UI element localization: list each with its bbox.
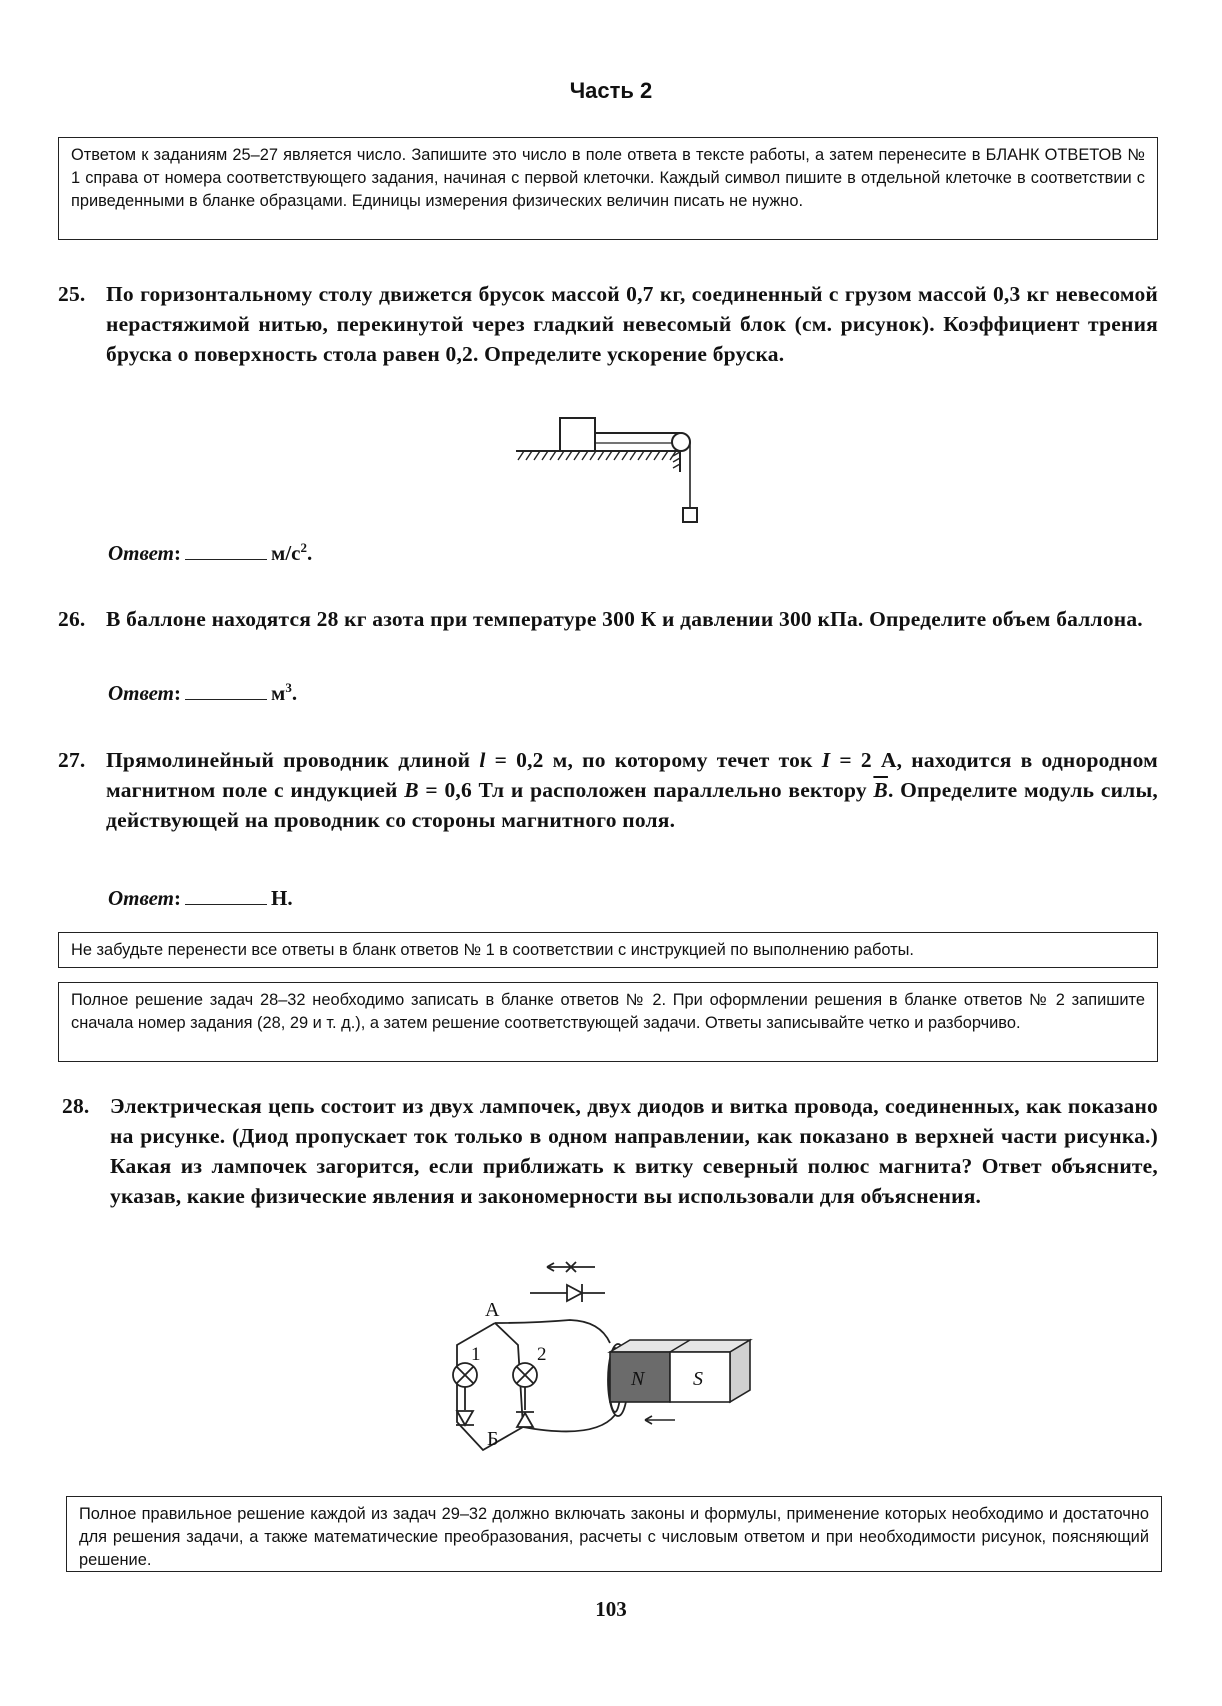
instructions-box-requirements: Полное правильное решение каждой из задач 29–32 должно включать законы и формулы, применение которых необходимо и достаточно для решения задачи, а также математические преобразования, расчеты с числовым ответом и при необходимости рисунок, поясняющий решение. <box>66 1496 1162 1572</box>
answer-unit-end: . <box>291 681 298 705</box>
task-text: В баллоне находятся 28 кг азота при температуре 300 К и давлении 300 кПа. Определите объем баллона. <box>106 607 1143 631</box>
task-number: 26. <box>58 607 86 631</box>
answer-26: Ответ: $м^3$. <box>108 680 298 705</box>
answer-blank[interactable] <box>185 541 267 560</box>
reminder-box: Не забудьте перенести все ответы в бланк ответов № 1 в соответствии с инструкцией по выполнению работы. <box>58 932 1158 968</box>
circuit-figure <box>435 1255 795 1455</box>
block <box>560 418 595 451</box>
answer-label: Ответ <box>108 681 175 705</box>
task-number: 27. <box>58 748 86 772</box>
task-text-part: Прямолинейный проводник длиной <box>106 748 480 772</box>
diode-legend-icon <box>567 1285 582 1301</box>
task-text <box>106 745 1158 835</box>
answer-unit: м <box>271 681 286 705</box>
page-number: 103 <box>595 1597 627 1621</box>
task-number: 25. <box>58 282 86 306</box>
label-magnet-s: S <box>693 1368 703 1390</box>
hanging-weight <box>683 508 697 522</box>
answer-unit: м/с <box>271 541 301 565</box>
variable-b: B <box>404 778 419 802</box>
table-surface <box>516 451 680 472</box>
label-magnet-n: N <box>631 1368 645 1390</box>
task-text: По горизонтальному столу движется брусок массой 0,7 кг, соединенный с грузом массой 0,3 кг невесомой нерастяжимой нитью, перекинутой через гладкий невесомый блок (см. рисунок). Коэффициент трения бруска о поверхность стола равен 0,2. Определите ускорение бруска. <box>106 282 1158 366</box>
answer-label: Ответ <box>108 541 175 565</box>
task-text-part: = 0,6 Тл и расположен параллельно вектору <box>418 778 874 802</box>
magnet-side-face <box>730 1340 750 1402</box>
answer-label: Ответ <box>108 886 175 910</box>
label-point-a: А <box>485 1299 500 1321</box>
task-text-part: . Определите модуль силы, действующей на проводник со стороны магнитного поля. <box>106 778 1159 832</box>
answer-27: Ответ: Н. <box>108 886 293 910</box>
variable-i: I <box>821 748 831 772</box>
answer-unit-exponent: 3 <box>285 680 292 695</box>
label-lamp-2: 2 <box>537 1344 547 1365</box>
label-lamp-1: 1 <box>471 1344 481 1365</box>
task-number: 28. <box>62 1094 90 1118</box>
task-26 <box>58 604 1158 634</box>
instructions-box-answers: Ответом к заданиям 25–27 является число. Запишите это число в поле ответа в тексте работы, а затем перенесите в БЛАНК ОТВЕТОВ № 1 справа от номера соответствующего задания, начиная с первой клеточки. Каждый символ пишите в отдельной клеточке в соответствии с приведенными в бланке образцами. Единицы измерения физических величин писать не нужно. <box>58 137 1158 240</box>
answer-25: Ответ: $м/с^2$. <box>108 540 313 565</box>
pulley <box>672 433 690 451</box>
task-text: Электрическая цепь состоит из двух лампочек, двух диодов и витка провода, соединенных, как показано на рисунке. (Диод пропускает ток только в одном направлении, как показано в верхней части рисунка.) Какая из лампочек загорится, если приближать к витку северный полюс магнита? Ответ объясните, указав, какие физические явления и закономерности вы использовали для объяснения. <box>110 1094 1158 1208</box>
variable-l: l <box>479 748 486 772</box>
task-27 <box>58 745 1158 835</box>
instructions-box-full-solution: Полное решение задач 28–32 необходимо записать в бланке ответов № 2. При оформлении решения в бланке ответов № 2 запишите сначала номер задания (28, 29 и т. д.), а затем решение соответствующей задачи. Ответы записывайте четко и разборчиво. <box>58 982 1158 1062</box>
task-text-part: = 0,2 м, по которому течет ток <box>485 748 822 772</box>
pulley-figure <box>510 410 710 530</box>
label-point-b: Б <box>487 1428 499 1450</box>
diode-2 <box>517 1413 533 1427</box>
answer-unit: Н. <box>271 886 293 910</box>
answer-blank[interactable] <box>185 681 267 700</box>
answer-unit-end: . <box>306 541 313 565</box>
answer-blank[interactable] <box>185 886 267 905</box>
task-text-part: = 2 А, находится в однородном магнитном поле с индукцией <box>106 748 1158 802</box>
answer-unit-exponent: 2 <box>300 540 307 555</box>
vector-b: $\overline{B}$ <box>873 778 888 802</box>
task-25 <box>58 279 1158 369</box>
diode-1 <box>457 1411 473 1425</box>
task-28 <box>62 1091 1158 1211</box>
part-title: Часть 2 <box>569 78 653 103</box>
